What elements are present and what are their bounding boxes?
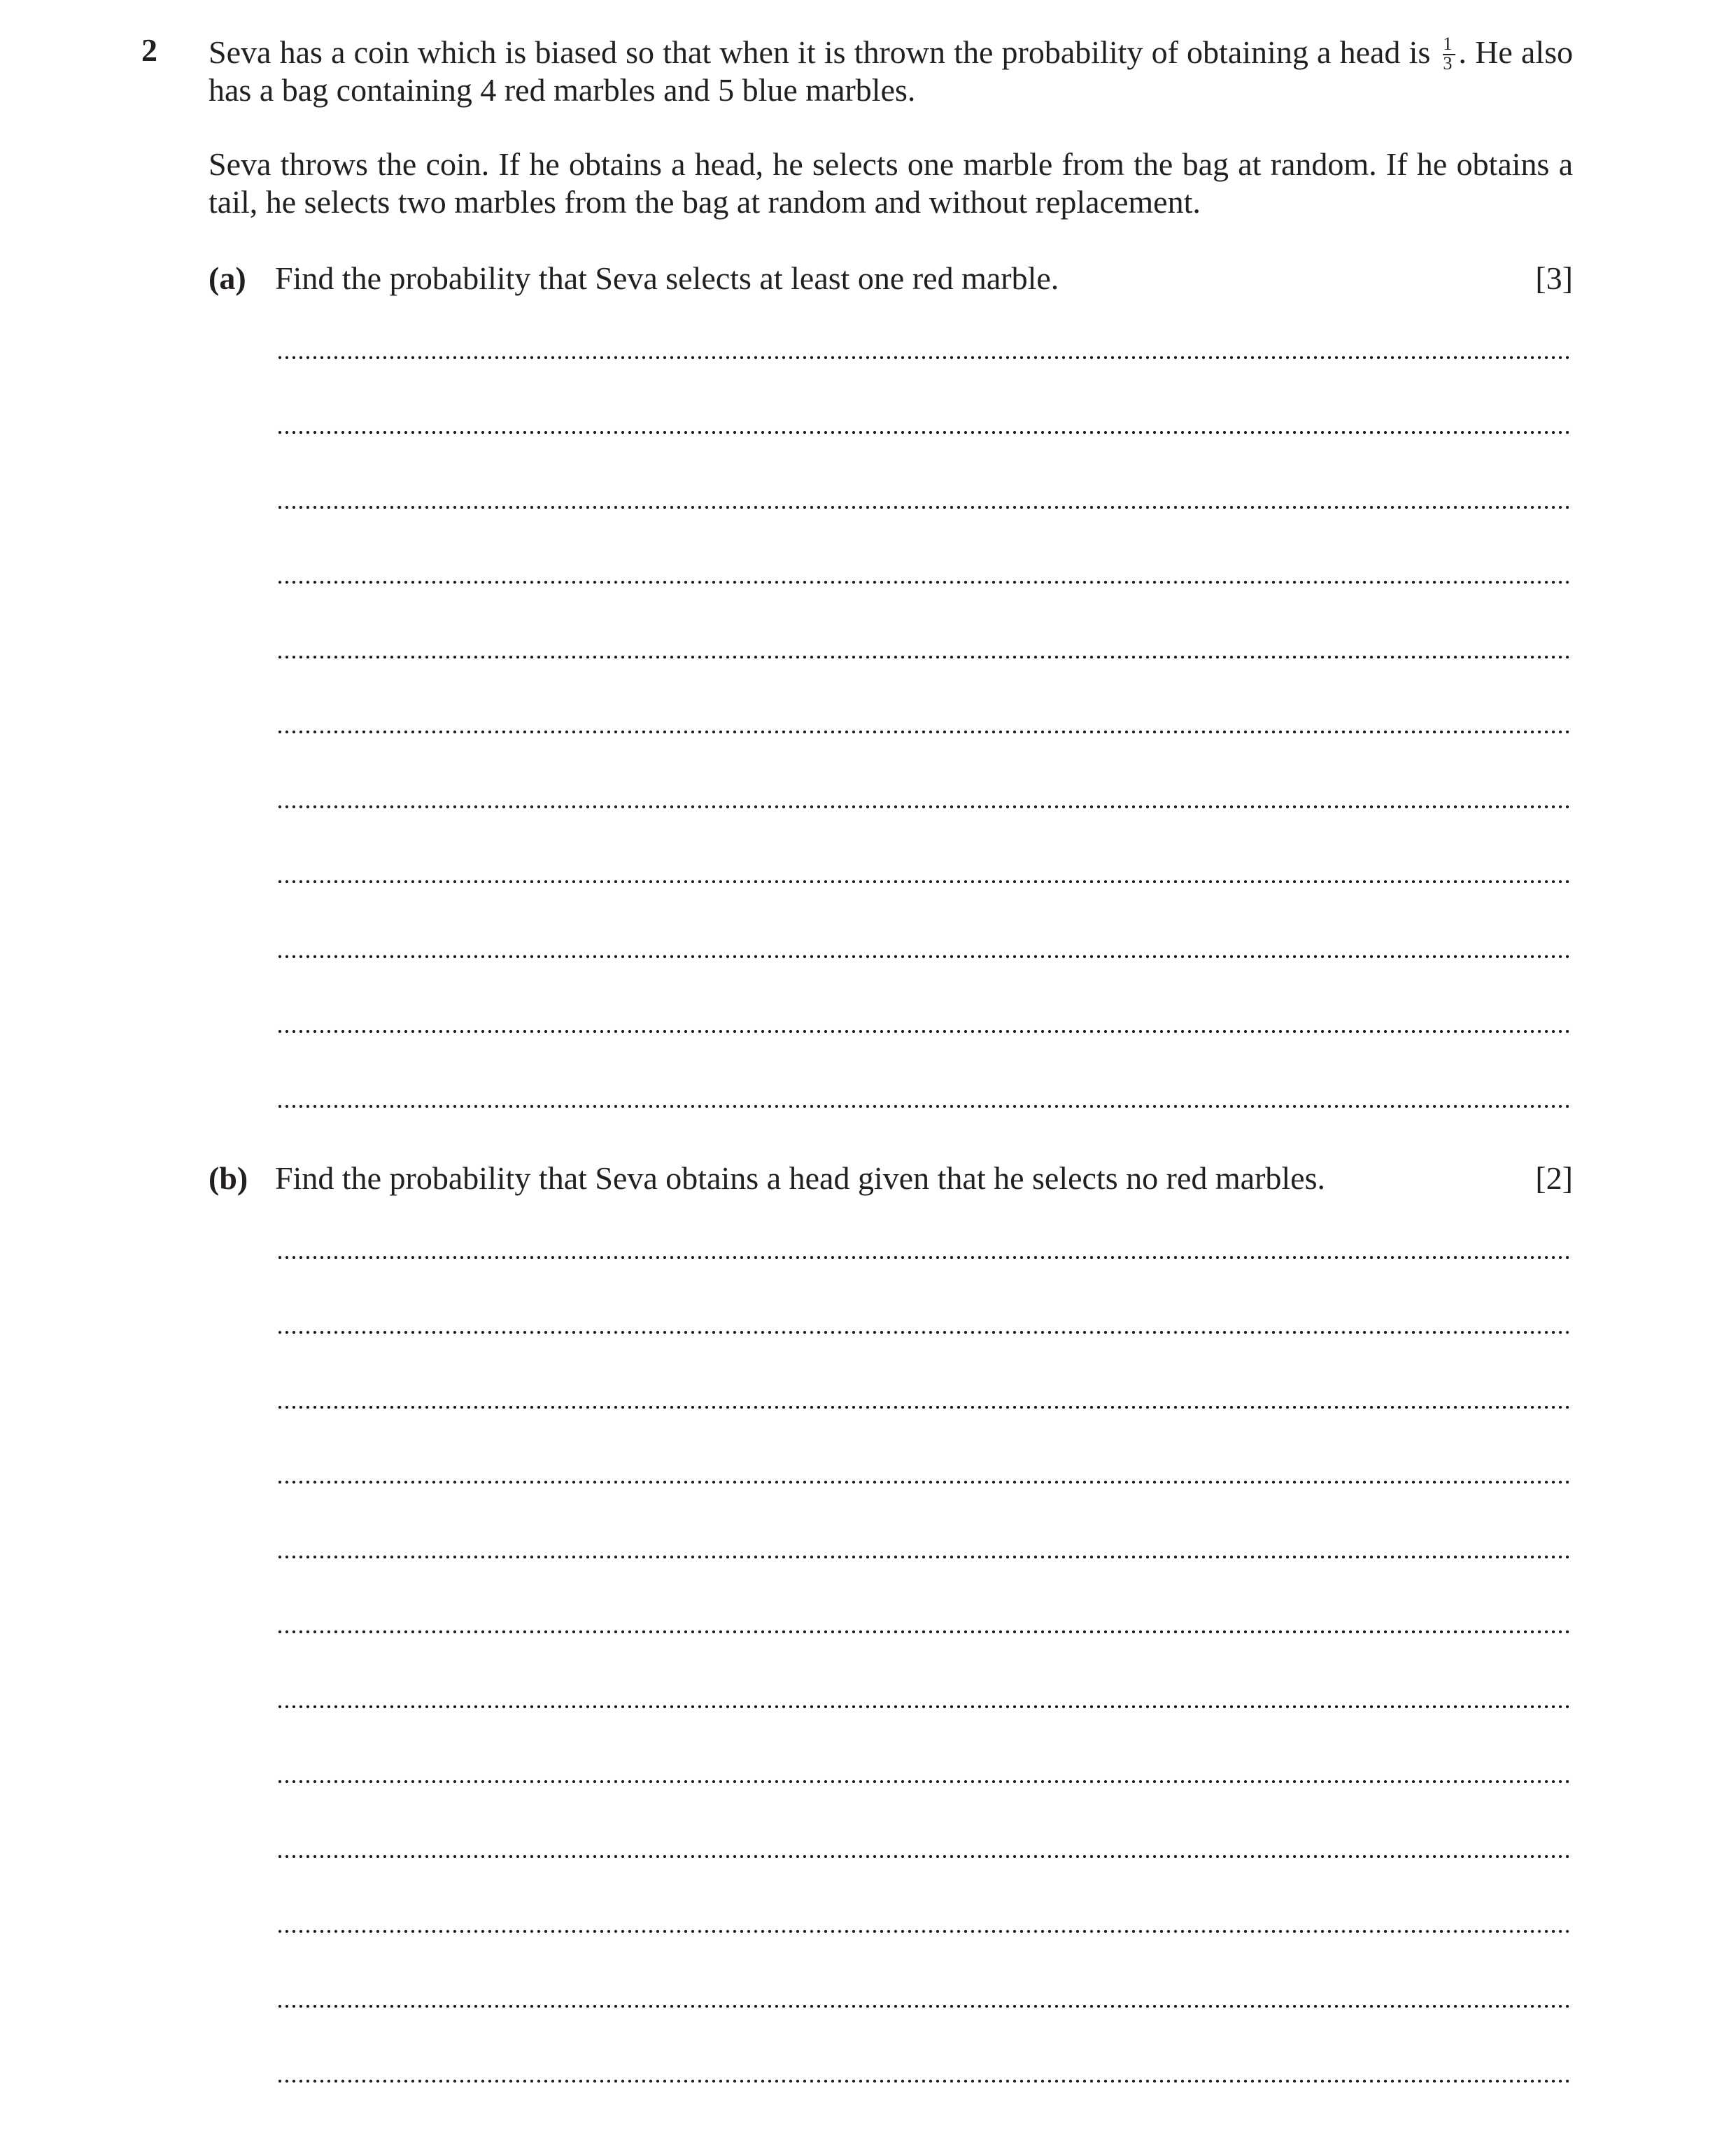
part-b-text: Find the probability that Seva obtains a head given that he selects no red marbles. [275, 1160, 1325, 1196]
part-a-answer-line[interactable] [276, 1029, 1571, 1034]
fraction-denominator: 3 [1443, 53, 1453, 73]
part-a-heading [209, 259, 1573, 298]
part-b-answer-line[interactable] [276, 1780, 1571, 1784]
part-b-answer-line[interactable] [276, 1405, 1571, 1409]
question-number: 2 [141, 32, 157, 68]
probability-fraction [1443, 34, 1455, 71]
part-a-answer-line[interactable] [276, 505, 1571, 509]
part-a-text: Find the probability that Seva selects at least one red marble. [275, 260, 1059, 296]
part-b-label: (b) [209, 1160, 248, 1196]
part-b-heading [209, 1159, 1573, 1198]
part-b-answer-line[interactable] [276, 1630, 1571, 1634]
question-intro-paragraph-1 [209, 34, 1573, 109]
part-b-answer-line[interactable] [276, 1705, 1571, 1709]
part-a-answer-line[interactable] [276, 1104, 1571, 1108]
part-b-answer-line[interactable] [276, 1555, 1571, 1559]
part-a-answer-line[interactable] [276, 730, 1571, 734]
part-a-marks: [3] [1535, 260, 1573, 296]
part-b-marks: [2] [1535, 1160, 1573, 1196]
part-b-answer-line[interactable] [276, 1929, 1571, 1933]
part-a-label: (a) [209, 260, 246, 296]
fraction-numerator: 1 [1443, 34, 1453, 54]
part-a-answer-line[interactable] [276, 805, 1571, 809]
part-a-answer-line[interactable] [276, 880, 1571, 884]
part-b-answer-line[interactable] [276, 2004, 1571, 2008]
part-a-answer-line[interactable] [276, 655, 1571, 659]
part-a-answer-line[interactable] [276, 954, 1571, 959]
part-b-answer-line[interactable] [276, 1255, 1571, 1260]
part-b-answer-line[interactable] [276, 1330, 1571, 1334]
part-a-answer-line[interactable] [276, 430, 1571, 435]
part-b-answer-line[interactable] [276, 1854, 1571, 1859]
part-b-answer-line[interactable] [276, 2079, 1571, 2083]
intro-text-part-2: . He also has a bag containing 4 red marbles and 5 blue marbles. [209, 34, 1573, 108]
part-b-answer-line[interactable] [276, 1480, 1571, 1484]
intro-text-part-1: Seva has a coin which is biased so that when it is thrown the probability of obtaining a head is [209, 34, 1431, 70]
part-a-answer-line[interactable] [276, 355, 1571, 360]
question-intro-paragraph-2: Seva throws the coin. If he obtains a head, he selects one marble from the bag at random. If he obtains a tail, he selects two marbles from the bag at random and without replacement. [209, 146, 1573, 220]
part-a-answer-line[interactable] [276, 580, 1571, 584]
